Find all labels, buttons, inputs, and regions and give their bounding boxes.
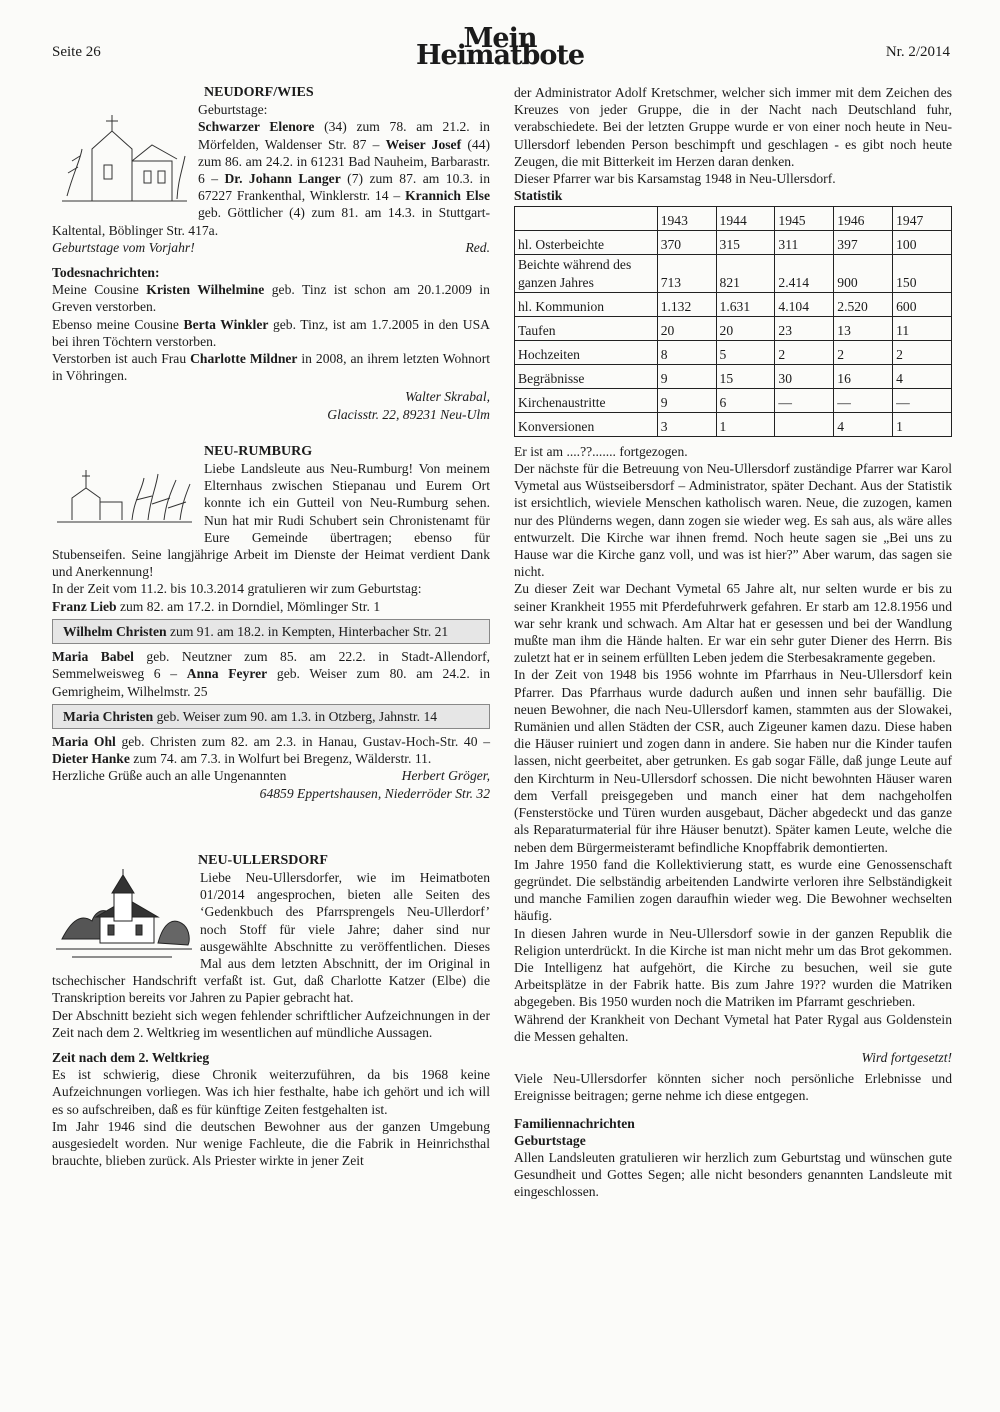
value-cell: 600: [893, 292, 952, 316]
row-label-cell: Kirchenaustritte: [515, 388, 658, 412]
paragraph: Der Abschnitt bezieht sich wegen fehlender schriftlicher Aufzeichnungen in der Zeit nach dem 2. Weltkrieg im wesentlichen auf mündliche Aussagen.: [52, 1007, 490, 1040]
value-cell: 315: [716, 231, 775, 255]
village-church-sketch-icon: [52, 460, 198, 532]
year-header-cell: 1945: [775, 207, 834, 231]
table-row: [515, 231, 952, 255]
value-cell: 30: [775, 364, 834, 388]
value-cell: 311: [775, 231, 834, 255]
year-header-cell: 1947: [893, 207, 952, 231]
family-news-title: Familiennachrichten: [514, 1115, 635, 1131]
issue-number: Nr. 2/2014: [885, 44, 950, 60]
year-header-cell: 1946: [834, 207, 893, 231]
table-header-row: [515, 207, 952, 231]
vorjahr-note: Geburtstage vom Vorjahr! Red.: [52, 239, 490, 255]
value-cell: 821: [716, 255, 775, 292]
year-header-cell: 1943: [657, 207, 716, 231]
value-cell: 150: [893, 255, 952, 292]
paragraph: Zu dieser Zeit war Dechant Vymetal 65 Jahre alt, nur selten wurde er bis zu seiner Krankheit 1955 mit Pferdefuhrwerk gefahren. Er starb am 12.8.1956 und war sehr krank und schwach. Am Altar hat er gesessen und bei der Wandlung mußte man ihm die Hände halten. Er war ein sehr guter Diener des Herrn. Bis zuletzt hat er in seinem erfüllten Leben jedem die Sterbesakramente gegeben.: [514, 581, 952, 666]
section-title: NEUDORF/WIES: [204, 85, 314, 100]
value-cell: 2.414: [775, 255, 834, 292]
table-row: [515, 364, 952, 388]
paragraph: Im Jahre 1950 fand die Kollektivierung statt, es wurde eine Genossenschaft gegründet. Die selbständig arbeitenden Landwirte verloren ihre Selbständigkeit und manche Familien zogen daraufhin wieder weg. Die Bewohner wechselten häufig.: [514, 856, 952, 924]
paragraph: Während der Krankheit von Dechant Vymetal hat Pater Rygal aus Goldenstein die Messen gehalten.: [514, 1011, 952, 1044]
birthday-entry: Maria Babel geb. Neutzner zum 85. am 22.2. in Stadt-Allendorf, Semmelweisweg 6 – Anna Feyrer geb. Weiser zum 80. am 24.2. in Gemrigheim, Wilhelmstr. 25: [52, 649, 491, 699]
value-cell: —: [893, 388, 952, 412]
signature-name: Walter Skrabal,: [405, 389, 490, 405]
value-cell: —: [775, 388, 834, 412]
row-label-cell: Taufen: [515, 316, 658, 340]
value-cell: 2: [834, 340, 893, 364]
paragraph: Im Jahr 1946 sind die deutschen Bewohner aus der ganzen Umgebung ausgesiedelt worden. Nur wenige Fachleute, die die Fabrik in Heinrichsthal brauchte, blieben zurück. Als Priester wirkte in jener Zeit: [52, 1118, 490, 1169]
value-cell: 20: [657, 316, 716, 340]
rumburg-intro: Liebe Landsleute aus Neu-Rumburg! Von meinem Elternhaus zwischen Stiepanau und Eurem Ort konnte ich ein Gutteil von Neu-Rumburg sehen. Nun hat mir Rudi Schubert sein Chronistenamt für Eure Gemeinde übertragen; ebenso für Stubenseifen. Seine langjährige Arbeit im Dienste der Heimat verdient Dank und Anerkennung!: [52, 461, 490, 580]
table-row: [515, 412, 952, 436]
value-cell: 4.104: [775, 292, 834, 316]
value-cell: 9: [657, 388, 716, 412]
value-cell: 15: [716, 364, 775, 388]
value-cell: 5: [716, 340, 775, 364]
right-column: [514, 84, 952, 1201]
masthead-title: Mein Heimatbote: [415, 23, 585, 72]
paragraph: Dieser Pfarrer war bis Karsamstag 1948 in Neu-Ullersdorf.: [514, 171, 836, 187]
church-sketch-icon: [52, 101, 192, 209]
value-cell: 16: [834, 364, 893, 388]
section-title: NEU-ULLERSDORF: [198, 852, 328, 868]
table-row: [515, 316, 952, 340]
highlight-birthday-box: Wilhelm Christen zum 91. am 18.2. in Kempten, Hinterbacher Str. 21: [52, 619, 490, 644]
paragraph: Viele Neu-Ullersdorfer könnten sicher noch persönliche Erlebnisse und Ereignisse beitragen; gerne nehme ich diese entgegen.: [514, 1071, 952, 1104]
highlight-birthday-box: Maria Christen geb. Weiser zum 90. am 1.3. in Otzberg, Jahnstr. 14: [52, 704, 490, 729]
value-cell: 6: [716, 388, 775, 412]
paragraph: der Administrator Adolf Kretschmer, welcher sich immer mit dem Zeichen des Kreuzes von jeder Gruppe, die in der Nacht nach Deutschland fuhr, verabschiedete. Bei der letzten Gruppe wurde er von einer noch heute in Neu-Ullersdorf lebenden Person beschimpft und geschlagen - es gibt noch heute Zeugen, die mit Bitterkeit im Herzen daran denken.: [514, 85, 952, 169]
signature-address: 64859 Eppertshausen, Niederröder Str. 32: [259, 785, 490, 801]
value-cell: 3: [657, 412, 716, 436]
row-label-cell: hl. Kommunion: [515, 292, 658, 316]
birthday-entry: Maria Ohl geb. Christen zum 82. am 2.3. in Hanau, Gustav-Hoch-Str. 40 – Dieter Hanke zum 74. am 7.3. in Wolfurt bei Bregenz, Wälderstr. 11.: [52, 733, 490, 767]
death-notice: Meine Cousine Kristen Wilhelmine geb. Tinz ist schon am 20.1.2009 in Greven verstorben.: [52, 282, 490, 315]
section-neudorf: [52, 84, 490, 423]
value-cell: 900: [834, 255, 893, 292]
value-cell: 1: [893, 412, 952, 436]
value-cell: 13: [834, 316, 893, 340]
value-cell: 1.631: [716, 292, 775, 316]
value-cell: 9: [657, 364, 716, 388]
table-row: [515, 255, 952, 292]
signature-address: Glacisstr. 22, 89231 Neu-Ulm: [327, 406, 490, 422]
value-cell: 2: [775, 340, 834, 364]
value-cell: 2.520: [834, 292, 893, 316]
left-column: [52, 84, 490, 1169]
row-label-cell: Beichte während des ganzen Jahres: [515, 255, 658, 292]
page-number: Seite 26: [52, 44, 101, 60]
paragraph: Er ist am ....??....... fortgezogen.: [514, 443, 688, 459]
row-label-cell: Hochzeiten: [515, 340, 658, 364]
section-neu-ullersdorf: [52, 852, 490, 1170]
subheading: Zeit nach dem 2. Weltkrieg: [52, 1049, 210, 1065]
table-row: [515, 340, 952, 364]
death-notice: Ebenso meine Cousine Berta Winkler geb. Tinz, ist am 1.7.2005 in den USA bei ihren Töchtern verstorben.: [52, 316, 490, 349]
paragraph: Allen Landsleuten gratulieren wir herzlich zum Geburtstag und wünschen gute Gesundheit und Gottes Segen; alle nicht besonders genannten Landsleute mit eingeschlossen.: [514, 1149, 952, 1200]
section-neu-rumburg: [52, 443, 490, 802]
value-cell: 8: [657, 340, 716, 364]
paragraph: Der nächste für die Betreuung von Neu-Ullersdorf zuständige Pfarrer war Karol Vymetal aus Wüstseibersdorf – Administrator, später Dechant. Aus der Statistik ist ersichtlich, wieviele Menschen katholisch waren. Neue, die zuzogen, kamen nur des Plünderns wegen, dann zogen sie wieder weg. Es sah aus, als wäre alles entwurzelt. Die Kirche war ihnen fremd. Noch heute sagen sie „Bei uns zu Hause war die Kirche ganz voll, und was ist hier?” Aber warum, das sagen sie nicht.: [514, 461, 952, 580]
value-cell: 2: [893, 340, 952, 364]
row-label-cell: Konversionen: [515, 412, 658, 436]
death-notice: Verstorben ist auch Frau Charlotte Mildner in 2008, an ihrem letzten Wohnort in Vöhringen.: [52, 351, 491, 384]
value-cell: 1: [716, 412, 775, 436]
table-corner-cell: [515, 207, 658, 231]
birthdays-subheading: Geburtstage: [514, 1132, 586, 1148]
table-row: [515, 292, 952, 316]
value-cell: 100: [893, 231, 952, 255]
neudorf-birthdays: Geburtstage: Schwarzer Elenore (34) zum 78. am 21.2. in Mörfelden, Waldenser Str. 87 – Weiser Josef (44) zum 86. am 24.2. in 61231 Bad Nauheim, Barbarastr. 6 – Dr. Johann Langer (7) zum 87. am 10.3. in 67227 Frankenthal, Winklerstr. 14 – Krannich Else geb. Göttlicher (4) zum 81. am 14.3. in Stuttgart-Kaltental, Böblinger Str. 417a.: [52, 102, 491, 238]
value-cell: 370: [657, 231, 716, 255]
birthday-period: In der Zeit vom 11.2. bis 10.3.2014 gratulieren wir zum Geburtstag:: [52, 581, 422, 597]
greeting-row: Herzliche Grüße auch an alle Ungenannten Herbert Gröger,: [52, 768, 490, 784]
row-label-cell: hl. Osterbeichte: [515, 231, 658, 255]
birthday-entry: Franz Lieb zum 82. am 17.2. in Dorndiel, Mömlinger Str. 1: [52, 598, 381, 614]
church-illustration-icon: [52, 869, 194, 969]
statistics-table: [514, 206, 952, 436]
continued-note: Wird fortgesetzt!: [861, 1049, 952, 1065]
value-cell: 4: [834, 412, 893, 436]
value-cell: 4: [893, 364, 952, 388]
death-notices-title: Todesnachrichten:: [52, 265, 160, 281]
paragraph: In der Zeit von 1948 bis 1956 wohnte im Pfarrhaus in Neu-Ullersdorf kein Pfarrer. Das Pfarrhaus wurde dadurch außen und innen sehr baufällig. Die neuen Bewohner, die nach Neu-Ullersdorf kamen, stammten aus der Slowakei, Rumänien und allen Städten der CSR, auch Zigeuner kamen dazu. Diese haben die Häuser ruiniert und zogen dann in andere. Sie haben nur die Kinder taufen lassen, nicht geerbeitet, aber getrunken. Es gab sogar Fälle, daß junge Leute auf den Kirchturm in Neu-Ullersdorf schossen. Die nicht bewohnten Häuser waren dem Verfall preisgegeben und manch einer hat dem nachgeholfen (Fensterstöcke und Türen wurden ausgebaut, Dächer abgedeckt und das ganze als Reparaturmaterial für ihre Häuser benutzt). Später kamen Leute, welche die neben dem Bürgermeisteramt befindliche Knopffabrik demontierten.: [514, 667, 952, 855]
statistics-title: Statistik: [514, 188, 563, 204]
value-cell: 397: [834, 231, 893, 255]
paragraph: Es ist schwierig, diese Chronik weiterzuführen, da bis 1968 keine Aufzeichnungen vorliegen. Was ich hier festhalte, habe ich gehört und ich will es so aufschreiben, daß es für künftige Zeiten festgehalten ist.: [52, 1067, 490, 1117]
value-cell: 713: [657, 255, 716, 292]
table-row: [515, 388, 952, 412]
value-cell: 20: [716, 316, 775, 340]
section-title: NEU-RUMBURG: [204, 443, 313, 459]
value-cell: [775, 412, 834, 436]
row-label-cell: Begräbnisse: [515, 364, 658, 388]
value-cell: —: [834, 388, 893, 412]
year-header-cell: 1944: [716, 207, 775, 231]
ullersdorf-intro: Liebe Neu-Ullersdorfer, wie im Heimatboten 01/2014 angesprochen, bieten alle Seiten des ‘Gedenkbuch des Pfarrsprengels Neu-Ullerdorf’ noch Stoff für viele Jahre; daher sind nur ausgewählte Abschnitte zu veröffentlichen. Dieses Mal aus dem letzten Abschnitt, der im Original in tschechischer Handschrift verfaßt ist. Gut, daß Charlotte Katzer (Elbe) die Transkription bereits vor Jahren zu Papier gebracht hat.: [52, 869, 490, 1006]
value-cell: 11: [893, 316, 952, 340]
value-cell: 1.132: [657, 292, 716, 316]
value-cell: 23: [775, 316, 834, 340]
paragraph: In diesen Jahren wurde in Neu-Ullersdorf sowie in der ganzen Republik die Religion unterdrückt. In die Kirche ist man nicht mehr um das Brot gekommen. Die Intelligenz hat aufgehört, die Kirche zu besuchen, weil sie gute Arbeitsplätze in der Fabrik hatte. Bis zum Jahre 19?? wurden die Matriken abgegeben. Bis 1950 wurden noch die Matriken im Pfarramt geschrieben.: [514, 925, 952, 1010]
